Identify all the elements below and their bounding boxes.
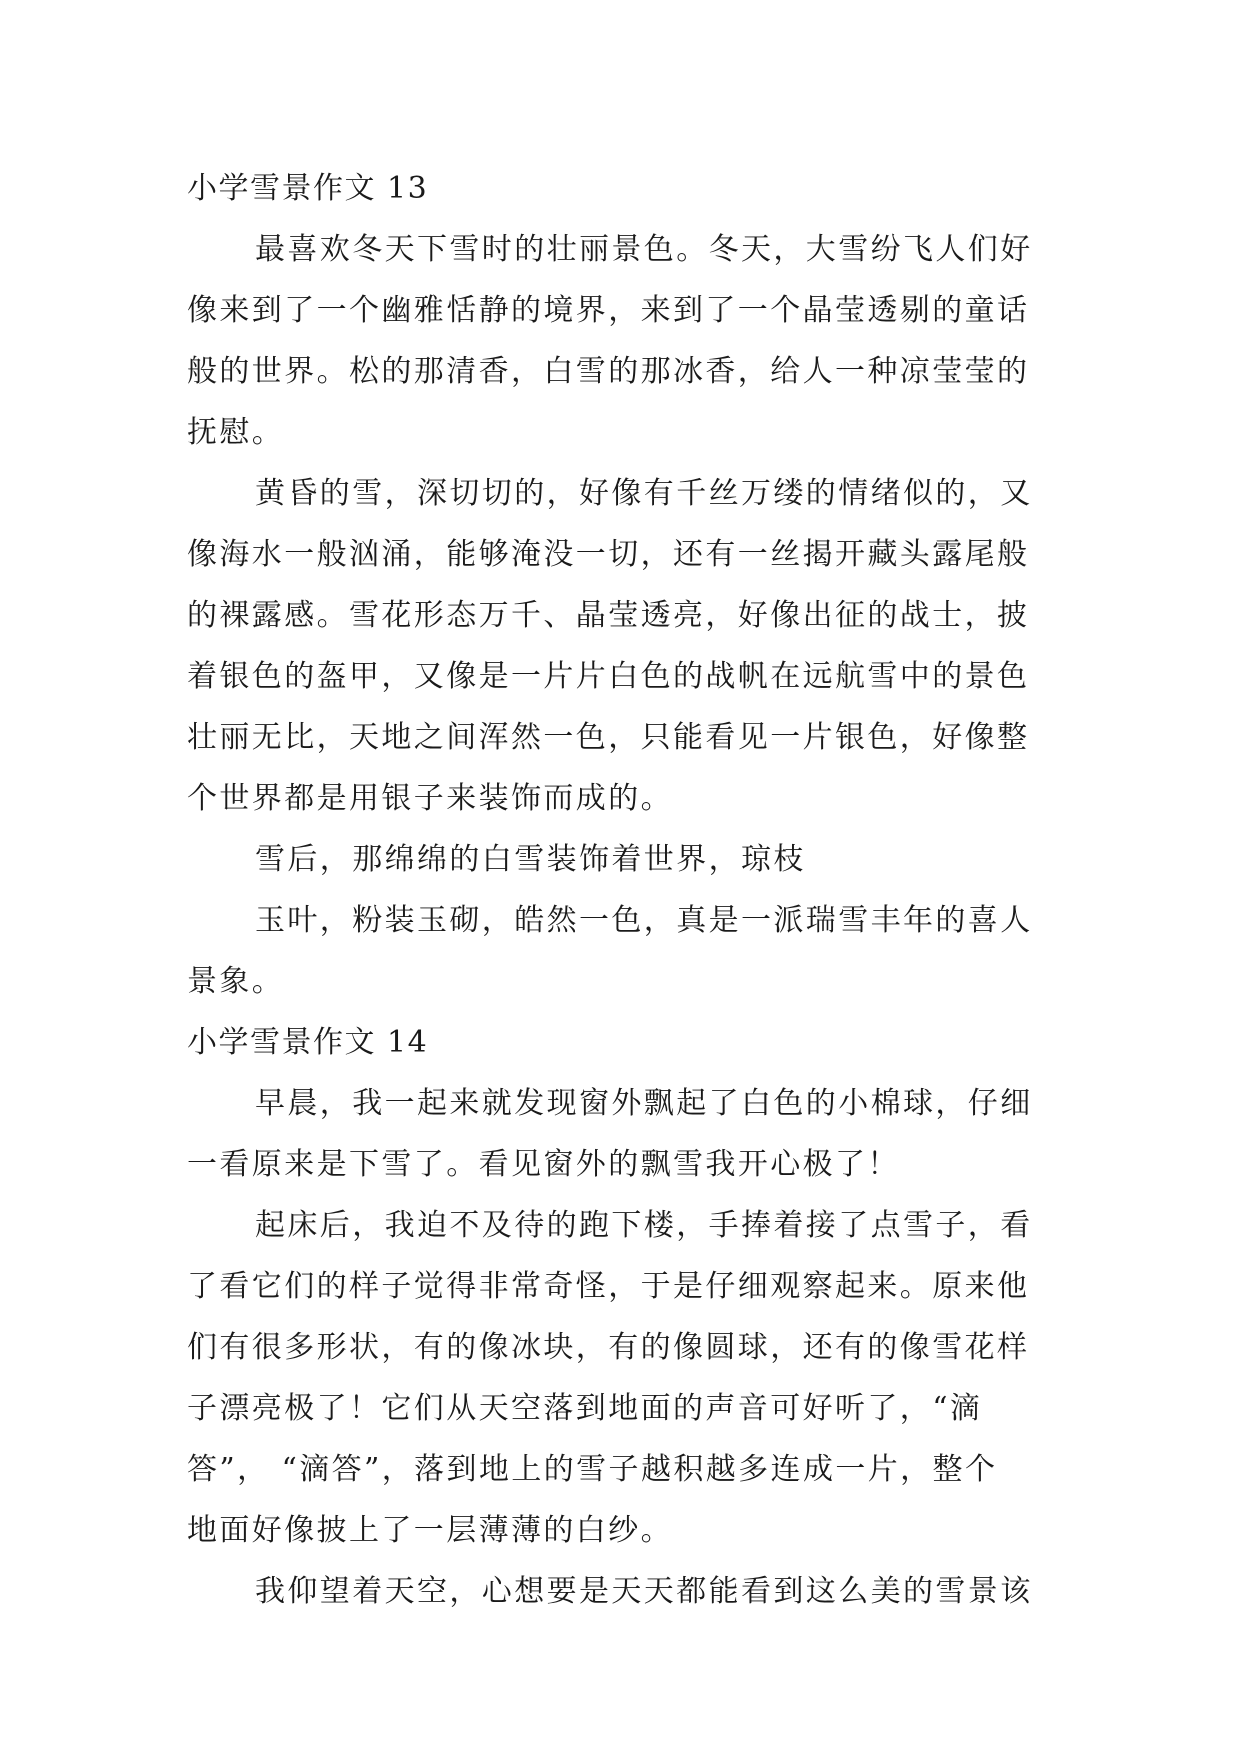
paragraph-line: 着银色的盔甲，又像是一片片白色的战帆在远航雪中的景色 (187, 659, 1030, 694)
paragraph (187, 890, 1057, 1012)
paragraph-line: 景象。 (187, 964, 285, 999)
paragraph (187, 463, 1057, 829)
paragraph-line: 起床后，我迫不及待的跑下楼，手捧着接了点雪子，看 (255, 1208, 1033, 1243)
paragraph-line: 子漂亮极了！它们从天空落到地面的声音可好听了，“滴 (187, 1391, 983, 1426)
paragraph (187, 1561, 1057, 1622)
paragraph-line: 了看它们的样子觉得非常奇怪，于是仔细观察起来。原来他 (187, 1269, 1030, 1304)
paragraph-line: 我仰望着天空，心想要是天天都能看到这么美的雪景该 (255, 1574, 1033, 1609)
paragraph-line: 玉叶，粉装玉砌，皓然一色，真是一派瑞雪丰年的喜人 (255, 903, 1033, 938)
paragraph-line: 个世界都是用银子来装饰而成的。 (187, 781, 673, 816)
paragraph (187, 1073, 1057, 1195)
paragraph (187, 829, 1057, 890)
essay-section-13 (187, 158, 1057, 1012)
paragraph-line: 像海水一般汹涌，能够淹没一切，还有一丝揭开藏头露尾般 (187, 537, 1030, 572)
paragraph-line: 最喜欢冬天下雪时的壮丽景色。冬天，大雪纷飞人们好 (255, 232, 1033, 267)
paragraph-line: 一看原来是下雪了。看见窗外的飘雪我开心极了！ (187, 1147, 900, 1182)
paragraph-line: 黄昏的雪，深切切的，好像有千丝万缕的情绪似的，又 (255, 476, 1033, 511)
section-title: 小学雪景作文 13 (187, 171, 429, 206)
essay-section-14 (187, 1012, 1057, 1622)
paragraph-line: 抚慰。 (187, 415, 285, 450)
paragraph-line: 答”， “滴答”，落到地上的雪子越积越多连成一片，整个 (187, 1452, 998, 1487)
paragraph-line: 们有很多形状，有的像冰块，有的像圆球，还有的像雪花样 (187, 1330, 1030, 1365)
document-page (187, 158, 1057, 1622)
paragraph-line: 的裸露感。雪花形态万千、晶莹透亮，好像出征的战士，披 (187, 598, 1030, 633)
paragraph-line: 地面好像披上了一层薄薄的白纱。 (187, 1513, 673, 1548)
paragraph (187, 219, 1057, 463)
paragraph (187, 1195, 1057, 1561)
paragraph-line: 雪后，那绵绵的白雪装饰着世界，琼枝 (255, 842, 806, 877)
paragraph-line: 般的世界。松的那清香，白雪的那冰香，给人一种凉莹莹的 (187, 354, 1030, 389)
paragraph-line: 早晨，我一起来就发现窗外飘起了白色的小棉球，仔细 (255, 1086, 1033, 1121)
paragraph-line: 像来到了一个幽雅恬静的境界，来到了一个晶莹透剔的童话 (187, 293, 1030, 328)
paragraph-line: 壮丽无比，天地之间浑然一色，只能看见一片银色，好像整 (187, 720, 1030, 755)
section-title: 小学雪景作文 14 (187, 1025, 429, 1060)
